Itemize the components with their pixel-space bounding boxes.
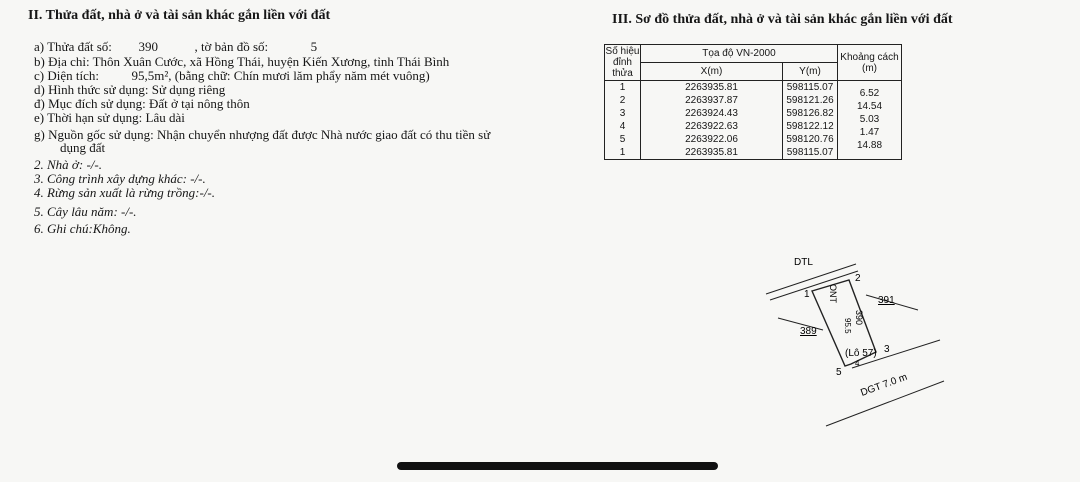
x-cell: 2263922.06 <box>685 134 738 145</box>
section-title-diagram: III. Sơ đồ thửa đất, nhà ở và tài sản khác gắn liền với đất <box>612 12 953 27</box>
y-cell: 598121.26 <box>786 95 834 106</box>
map-sheet-number: 5 <box>310 39 318 54</box>
road-top-edge-1 <box>766 264 856 294</box>
header-distance-unit: (m) <box>862 62 877 74</box>
x-cell: 2263937.87 <box>685 95 738 106</box>
distance-cell: 5.03 <box>859 114 880 125</box>
y-cell: 598126.82 <box>786 108 834 119</box>
header-y: Y(m) <box>783 63 838 81</box>
distance-cell: 6.52 <box>859 88 880 99</box>
other-works-line: 3. Công trình xây dựng khác: -/-. <box>34 171 206 186</box>
area-value: 95,5m², (bằng chữ: Chín mươi lăm phẩy năm mét vuông) <box>131 68 430 83</box>
point-id-cell: 2 <box>619 95 626 106</box>
y-cell: 598115.07 <box>786 147 834 158</box>
forest-line: 4. Rừng sản xuất là rừng trồng:-/-. <box>34 185 216 200</box>
x-cell: 2263935.81 <box>685 82 738 93</box>
vertex-4-label: 4 <box>855 359 860 368</box>
distance-cell: 14.88 <box>856 140 883 151</box>
header-distance-label: Khoảng cách <box>840 51 899 63</box>
header-point-id: Số hiệu đỉnh thửa <box>605 46 640 79</box>
lot-label: (Lô 57) <box>845 348 877 359</box>
parcel-use-code: ONT <box>828 284 838 303</box>
x-cell: 2263935.81 <box>685 147 738 158</box>
origin-line: g) Nguồn gốc sử dụng: Nhận chuyển nhượng đất được Nhà nước giao đất có thu tiền sử <box>34 127 491 142</box>
parcel-number: 390 <box>138 39 158 54</box>
neighbor-right-number: 391 <box>878 295 895 306</box>
point-id-cell: 1 <box>619 147 626 158</box>
address-line: b) Địa chỉ: Thôn Xuân Cước, xã Hồng Thái, huyện Kiến Xương, tỉnh Thái Bình <box>34 54 450 69</box>
point-id-cell: 5 <box>619 134 626 145</box>
point-id-cell: 1 <box>619 82 626 93</box>
x-cell: 2263922.63 <box>685 121 738 132</box>
distance-cell: 1.47 <box>859 127 880 138</box>
vertex-1-label: 1 <box>804 289 810 300</box>
perennial-line: 5. Cây lâu năm: -/-. <box>34 204 137 219</box>
parcel-label: a) Thửa đất số: <box>34 39 112 54</box>
road-top-label: DTL <box>794 257 813 268</box>
header-coordinates: Tọa độ VN-2000 <box>641 45 838 63</box>
usage-term-line: e) Thời hạn sử dụng: Lâu dài <box>34 110 185 125</box>
neighbor-left-number: 389 <box>800 326 817 337</box>
area-label: c) Diện tích: <box>34 68 99 83</box>
section-title-land-info: II. Thửa đất, nhà ở và tài sản khác gắn liền với đất <box>28 8 331 23</box>
map-sheet-label: , tờ bản đồ số: <box>194 39 269 54</box>
y-cell: 598120.76 <box>786 134 834 145</box>
usage-purpose-line: đ) Mục đích sử dụng: Đất ở tại nông thôn <box>34 96 250 111</box>
distance-cell: 14.54 <box>856 101 883 112</box>
house-line: 2. Nhà ở: -/-. <box>34 157 102 172</box>
notes-line: 6. Ghi chú:Không. <box>34 221 131 236</box>
home-indicator-bar[interactable] <box>397 462 718 470</box>
point-id-cell: 3 <box>619 108 626 119</box>
usage-form-line: d) Hình thức sử dụng: Sử dụng riêng <box>34 82 226 97</box>
y-cell: 598122.12 <box>786 121 834 132</box>
y-cell: 598115.07 <box>786 82 834 93</box>
x-cell: 2263924.43 <box>685 108 738 119</box>
origin-line-cont: dụng đất <box>60 140 106 155</box>
vertex-2-label: 2 <box>855 273 861 284</box>
header-x: X(m) <box>641 63 783 81</box>
parcel-area-label: 95.5 <box>843 318 852 334</box>
parcel-number-label: 390 <box>854 310 864 326</box>
road-bottom-label: DGT 7.0 m <box>859 371 909 399</box>
point-id-cell: 4 <box>619 121 626 132</box>
vertex-3-label: 3 <box>884 344 890 355</box>
vertex-5-label: 5 <box>836 367 842 378</box>
